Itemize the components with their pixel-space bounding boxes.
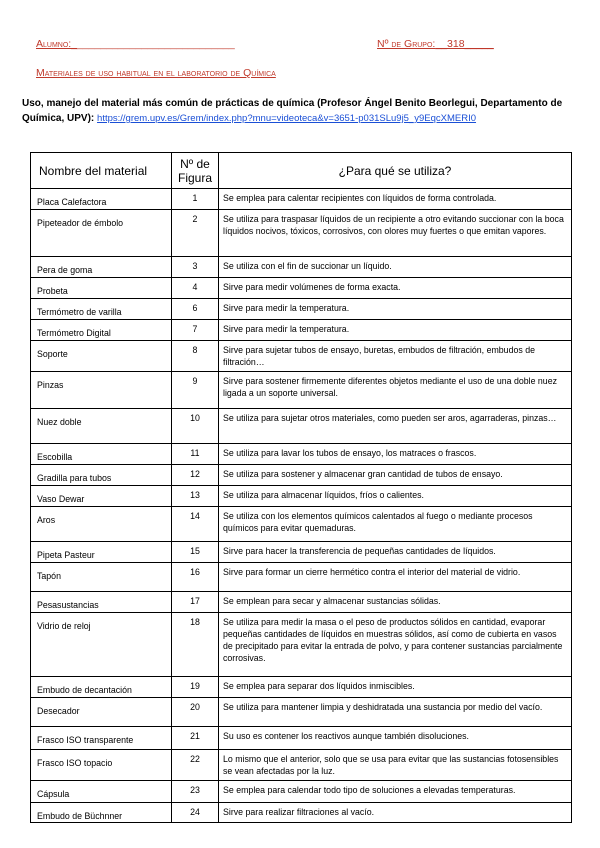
- material-name-cell: Pipeta Pasteur: [31, 542, 172, 563]
- table-row: [31, 372, 572, 409]
- usage-cell: Lo mismo que el anterior, solo que se usa para evitar que las sustancias fotosensibles se vean afectadas por la luz.: [219, 750, 572, 781]
- figure-number-cell: 12: [172, 465, 219, 486]
- intro-text: Uso, manejo del material más común de prácticas de química (Profesor Ángel Benito Beorlegui, Departamento de Química, UPV):: [22, 98, 563, 124]
- table-row: [31, 278, 572, 299]
- material-name-cell: Embudo de Büchnner: [31, 803, 172, 823]
- figure-number-cell: 4: [172, 278, 219, 299]
- material-name-cell: Pera de goma: [31, 257, 172, 278]
- material-name-cell: Termómetro Digital: [31, 320, 172, 341]
- material-name-cell: Soporte: [31, 341, 172, 372]
- header-usage: ¿Para qué se utiliza?: [219, 153, 572, 189]
- usage-cell: Se emplean para secar y almacenar sustancias sólidas.: [219, 592, 572, 613]
- figure-number-cell: 15: [172, 542, 219, 563]
- figure-number-cell: 3: [172, 257, 219, 278]
- material-name-cell: Pipeteador de émbolo: [31, 210, 172, 257]
- figure-number-cell: 22: [172, 750, 219, 781]
- figure-number-cell: 17: [172, 592, 219, 613]
- table-row: [31, 781, 572, 803]
- figure-number-cell: 9: [172, 372, 219, 409]
- alumno-blank: ___________________________: [77, 38, 235, 50]
- table-row: [31, 563, 572, 592]
- table-row: [31, 486, 572, 507]
- usage-cell: Sirve para formar un cierre hermético contra el interior del material de vidrio.: [219, 563, 572, 592]
- figure-number-cell: 20: [172, 698, 219, 727]
- intro-paragraph: [22, 96, 582, 126]
- material-name-cell: Desecador: [31, 698, 172, 727]
- table-row: [31, 727, 572, 750]
- material-name-cell: Probeta: [31, 278, 172, 299]
- table-row: [31, 409, 572, 444]
- material-name-cell: Vaso Dewar: [31, 486, 172, 507]
- material-name-cell: Pesasustancias: [31, 592, 172, 613]
- table-row: [31, 613, 572, 677]
- material-name-cell: Tapón: [31, 563, 172, 592]
- table-body: [31, 189, 572, 823]
- table-row: [31, 698, 572, 727]
- figure-number-cell: 21: [172, 727, 219, 750]
- table-row: [31, 750, 572, 781]
- usage-cell: Sirve para sostener firmemente diferentes objetos mediante el uso de una doble nuez ligada a un soporte universal.: [219, 372, 572, 409]
- figure-number-cell: 8: [172, 341, 219, 372]
- figure-number-cell: 10: [172, 409, 219, 444]
- figure-number-cell: 1: [172, 189, 219, 210]
- material-name-cell: Placa Calefactora: [31, 189, 172, 210]
- usage-cell: Se utiliza para sostener y almacenar gran cantidad de tubos de ensayo.: [219, 465, 572, 486]
- materials-table: [30, 152, 572, 823]
- usage-cell: Se emplea para calendar todo tipo de soluciones a elevadas temperaturas.: [219, 781, 572, 803]
- material-name-cell: Aros: [31, 507, 172, 542]
- usage-cell: Sirve para medir volúmenes de forma exacta.: [219, 278, 572, 299]
- usage-cell: Se emplea para calentar recipientes con líquidos de forma controlada.: [219, 189, 572, 210]
- usage-cell: Sirve para sujetar tubos de ensayo, buretas, embudos de filtración, embudos de filtración…: [219, 341, 572, 372]
- usage-cell: Sirve para hacer la transferencia de pequeñas cantidades de líquidos.: [219, 542, 572, 563]
- document-title: Materiales de uso habitual en el laboratorio de Química: [36, 67, 276, 79]
- usage-cell: Se utiliza para traspasar líquidos de un recipiente a otro evitando succionar con la boca líquidos nocivos, tóxicos, corrosivos, con olores muy fuertes o que emitan vapores.: [219, 210, 572, 257]
- material-name-cell: Termómetro de varilla: [31, 299, 172, 320]
- figure-number-cell: 7: [172, 320, 219, 341]
- usage-cell: Se utiliza con el fin de succionar un líquido.: [219, 257, 572, 278]
- table-row: [31, 803, 572, 823]
- table-row: [31, 507, 572, 542]
- material-name-cell: Nuez doble: [31, 409, 172, 444]
- figure-number-cell: 6: [172, 299, 219, 320]
- table-row: [31, 444, 572, 465]
- figure-number-cell: 13: [172, 486, 219, 507]
- usage-cell: Su uso es contener los reactivos aunque también disoluciones.: [219, 727, 572, 750]
- table-row: [31, 320, 572, 341]
- material-name-cell: Pinzas: [31, 372, 172, 409]
- material-name-cell: Frasco ISO topacio: [31, 750, 172, 781]
- grupo-label: Nº de Grupo:: [377, 38, 436, 50]
- material-name-cell: Gradilla para tubos: [31, 465, 172, 486]
- usage-cell: Se utiliza para lavar los tubos de ensayo, los matraces o frascos.: [219, 444, 572, 465]
- table-row: [31, 257, 572, 278]
- usage-cell: Se utiliza para mantener limpia y deshidratada una sustancia por medio del vacío.: [219, 698, 572, 727]
- usage-cell: Se utiliza para almacenar líquidos, fríos o calientes.: [219, 486, 572, 507]
- figure-number-cell: 18: [172, 613, 219, 677]
- table-row: [31, 189, 572, 210]
- table-row: [31, 341, 572, 372]
- material-name-cell: Frasco ISO transparente: [31, 727, 172, 750]
- student-header: [36, 38, 494, 50]
- figure-number-cell: 16: [172, 563, 219, 592]
- header-figure-number: Nº de Figura: [172, 153, 219, 189]
- table-row: [31, 542, 572, 563]
- table-row: [31, 677, 572, 698]
- material-name-cell: Cápsula: [31, 781, 172, 803]
- material-name-cell: Escobilla: [31, 444, 172, 465]
- material-name-cell: Vidrio de reloj: [31, 613, 172, 677]
- figure-number-cell: 24: [172, 803, 219, 823]
- figure-number-cell: 19: [172, 677, 219, 698]
- table-row: [31, 299, 572, 320]
- table-row: [31, 210, 572, 257]
- usage-cell: Sirve para medir la temperatura.: [219, 320, 572, 341]
- usage-cell: Se emplea para separar dos líquidos inmiscibles.: [219, 677, 572, 698]
- figure-number-cell: 11: [172, 444, 219, 465]
- header-material-name: Nombre del material: [31, 153, 172, 189]
- usage-cell: Sirve para realizar filtraciones al vacío.: [219, 803, 572, 823]
- material-name-cell: Embudo de decantación: [31, 677, 172, 698]
- usage-cell: Se utiliza para sujetar otros materiales, como pueden ser aros, agarraderas, pinzas…: [219, 409, 572, 444]
- grupo-value: __318_____: [435, 38, 494, 50]
- usage-cell: Sirve para medir la temperatura.: [219, 299, 572, 320]
- figure-number-cell: 23: [172, 781, 219, 803]
- figure-number-cell: 14: [172, 507, 219, 542]
- usage-cell: Se utiliza para medir la masa o el peso de productos sólidos en cantidad, evaporar pequeñas cantidades de líquidos en muestras sólidos, así como de cubierta en vasos de precipitado para evitar la entrada de polvo, y para contener sustancias parcialmente corrosivas.: [219, 613, 572, 677]
- alumno-label: Alumno:_: [36, 38, 78, 50]
- table-row: [31, 592, 572, 613]
- video-link[interactable]: https://grem.upv.es/Grem/index.php?mnu=videoteca&v=3651-p031SLu9j5_y9EqcXMERI0: [97, 113, 477, 124]
- table-row: [31, 465, 572, 486]
- table-header-row: [31, 153, 572, 189]
- usage-cell: Se utiliza con los elementos químicos calentados al fuego o mediante procesos químicos para evitar quemaduras.: [219, 507, 572, 542]
- figure-number-cell: 2: [172, 210, 219, 257]
